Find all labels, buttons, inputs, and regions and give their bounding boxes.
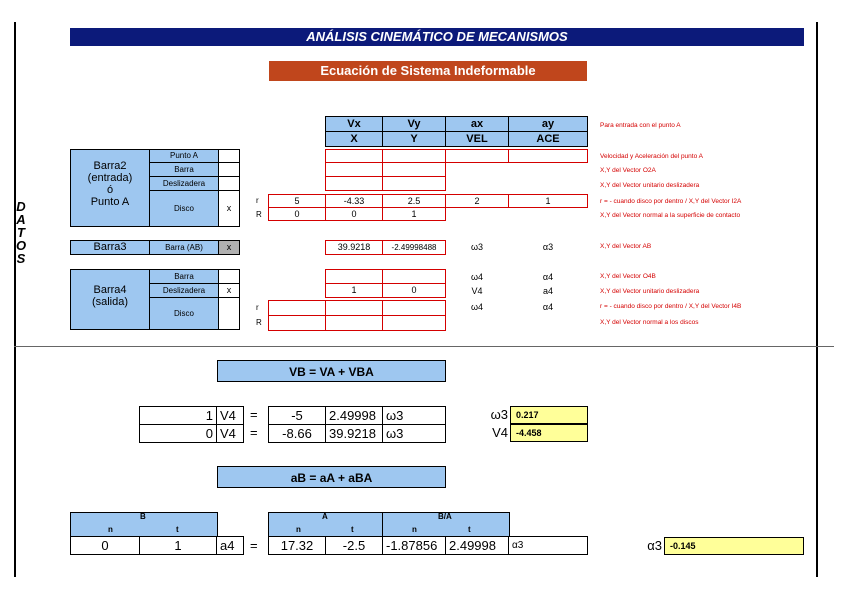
barra4-r-value[interactable] <box>268 300 326 316</box>
note: X,Y del Vector O2A <box>600 167 656 174</box>
result-a3: -0.145 <box>664 537 804 555</box>
page-title: ANÁLISIS CINEMÁTICO DE MECANISMOS <box>70 28 804 46</box>
vel-eq: = <box>250 407 258 422</box>
barra3-check[interactable]: x <box>218 240 240 255</box>
data-cell[interactable] <box>325 315 383 331</box>
barra3-w: ω3 <box>470 242 484 252</box>
header-ay: ay <box>508 116 588 132</box>
data-cell[interactable] <box>382 269 446 284</box>
accel-al: α3 <box>508 536 588 555</box>
barra2-row-punto-a: Punto A <box>149 149 219 163</box>
accel-var: a4 <box>216 536 244 555</box>
left-border <box>14 22 16 577</box>
accel-b-n: n <box>108 525 113 534</box>
accel-ba-label: B/A <box>438 512 452 521</box>
data-cell[interactable] <box>382 300 446 316</box>
result-label: α3 <box>647 538 662 553</box>
header-vel: VEL <box>445 131 509 147</box>
vel-a[interactable]: -5 <box>268 406 326 425</box>
note: r = - cuando disco por dentro / X,Y del Vector I4B <box>600 303 742 310</box>
accel-eq: = <box>250 538 258 553</box>
barra2-row-barra: Barra <box>149 162 219 177</box>
note: X,Y del Vector O4B <box>600 273 656 280</box>
note: X,Y del Vector AB <box>600 243 652 250</box>
barra4-sym: α4 <box>542 302 554 312</box>
header-ace: ACE <box>508 131 588 147</box>
accel-a-n: n <box>296 525 301 534</box>
barra2-check[interactable] <box>218 176 240 191</box>
barra3-label: Barra3 <box>70 240 150 255</box>
vel-coef[interactable]: 1 <box>139 406 217 425</box>
data-cell[interactable] <box>325 269 383 284</box>
barra3-sub: Barra (AB) <box>149 240 219 255</box>
accel-at[interactable]: -2.5 <box>325 536 383 555</box>
accel-ba-n: n <box>412 525 417 534</box>
accel-b-t: t <box>176 525 179 534</box>
note: X,Y del Vector normal a la superficie de contacto <box>600 212 741 219</box>
accel-equation: aB = aA + aBA <box>217 466 446 488</box>
barra3-a: α3 <box>542 242 554 252</box>
section-divider <box>14 346 834 347</box>
data-cell[interactable] <box>382 149 446 163</box>
vel-a[interactable]: -8.66 <box>268 424 326 443</box>
result-w3: 0.217 <box>510 406 588 424</box>
r-label: r <box>256 196 259 205</box>
vel-coef[interactable]: 0 <box>139 424 217 443</box>
vel-eq: = <box>250 425 258 440</box>
barra4-sym: ω4 <box>470 302 484 312</box>
data-cell[interactable] <box>382 162 446 177</box>
barra2-R-value[interactable]: 0 <box>268 207 326 221</box>
vel-b[interactable]: 2.49998 <box>325 406 383 425</box>
result-label: ω3 <box>490 407 508 422</box>
barra2-disco-check[interactable]: x <box>218 190 240 227</box>
data-cell[interactable] <box>325 176 383 191</box>
data-cell[interactable] <box>382 176 446 191</box>
accel-bn[interactable]: 0 <box>70 536 140 555</box>
data-cell[interactable] <box>445 149 509 163</box>
right-border <box>816 22 818 577</box>
barra4-desl-x[interactable]: 1 <box>325 283 383 298</box>
barra4-row-deslizadera: Deslizadera <box>149 283 219 298</box>
disco-R-y[interactable]: 1 <box>382 207 446 221</box>
data-cell[interactable] <box>325 162 383 177</box>
barra4-check[interactable] <box>218 297 240 330</box>
header-vx: Vx <box>325 116 383 132</box>
header-ax: ax <box>445 116 509 132</box>
vel-w: ω3 <box>382 406 446 425</box>
vel-w: ω3 <box>382 424 446 443</box>
disco-ace[interactable]: 1 <box>508 194 588 208</box>
accel-bt[interactable]: 1 <box>139 536 217 555</box>
note: X,Y del Vector unitario deslizadera <box>600 288 700 295</box>
barra2-check[interactable] <box>218 162 240 177</box>
datos-letter: D <box>16 199 26 214</box>
note: X,Y del Vector unitario deslizadera <box>600 182 700 189</box>
barra3-vx[interactable]: 39.9218 <box>325 240 383 255</box>
disco-r-x[interactable]: -4.33 <box>325 194 383 208</box>
barra4-sym: a4 <box>542 286 553 296</box>
R-label: R <box>256 318 262 327</box>
barra4-R-value[interactable] <box>268 315 326 331</box>
data-cell[interactable] <box>508 149 588 163</box>
result-v4: -4.458 <box>510 424 588 442</box>
data-cell[interactable] <box>325 300 383 316</box>
datos-letter: S <box>16 251 26 266</box>
datos-letter: O <box>15 238 27 253</box>
disco-r-y[interactable]: 2.5 <box>382 194 446 208</box>
header-y: Y <box>382 131 446 147</box>
accel-ban[interactable]: -1.87856 <box>382 536 446 555</box>
note: Velocidad y Aceleración del punto A <box>600 153 703 160</box>
header-vy: Vy <box>382 116 446 132</box>
barra4-sym: ω4 <box>470 272 484 282</box>
vel-var: V4 <box>216 406 244 425</box>
note: r = - cuando disco por dentro / X,Y del Vector I2A <box>600 198 742 205</box>
result-label: V4 <box>492 425 508 440</box>
barra2-row-deslizadera: Deslizadera <box>149 176 219 191</box>
vel-var: V4 <box>216 424 244 443</box>
data-cell[interactable] <box>382 315 446 331</box>
barra4-desl-y[interactable]: 0 <box>382 283 446 298</box>
barra2-row-disco: Disco <box>149 190 219 227</box>
note: Para entrada con el punto A <box>600 122 681 129</box>
accel-b-label: B <box>140 512 146 521</box>
barra4-check[interactable] <box>218 269 240 284</box>
barra4-row-disco: Disco <box>149 297 219 330</box>
barra3-vy[interactable]: -2.49998488 <box>382 240 446 255</box>
barra4-desl-check[interactable]: x <box>218 283 240 298</box>
barra4-sym: V4 <box>471 286 483 296</box>
barra2-r-value[interactable]: 5 <box>268 194 326 208</box>
datos-letter: A <box>16 212 26 227</box>
barra2-check[interactable] <box>218 149 240 163</box>
disco-R-x[interactable]: 0 <box>325 207 383 221</box>
R-label: R <box>256 210 262 219</box>
barra4-sym: α4 <box>542 272 554 282</box>
note: X,Y del Vector normal a los discos <box>600 319 699 326</box>
accel-ba-t: t <box>468 525 471 534</box>
accel-bat[interactable]: 2.49998 <box>445 536 509 555</box>
barra4-label: Barra4 (salida) <box>70 269 150 330</box>
page-subtitle: Ecuación de Sistema Indeformable <box>269 61 587 81</box>
data-cell[interactable] <box>325 149 383 163</box>
barra4-row-barra: Barra <box>149 269 219 284</box>
header-x: X <box>325 131 383 147</box>
disco-vel[interactable]: 2 <box>445 194 509 208</box>
barra2-label: Barra2 (entrada) ó Punto A <box>70 149 150 227</box>
accel-an[interactable]: 17.32 <box>268 536 326 555</box>
velocity-equation: VB = VA + VBA <box>217 360 446 382</box>
accel-a-t: t <box>351 525 354 534</box>
datos-letter: T <box>17 225 25 240</box>
vel-b[interactable]: 39.9218 <box>325 424 383 443</box>
r-label: r <box>256 303 259 312</box>
accel-a-label: A <box>322 512 328 521</box>
